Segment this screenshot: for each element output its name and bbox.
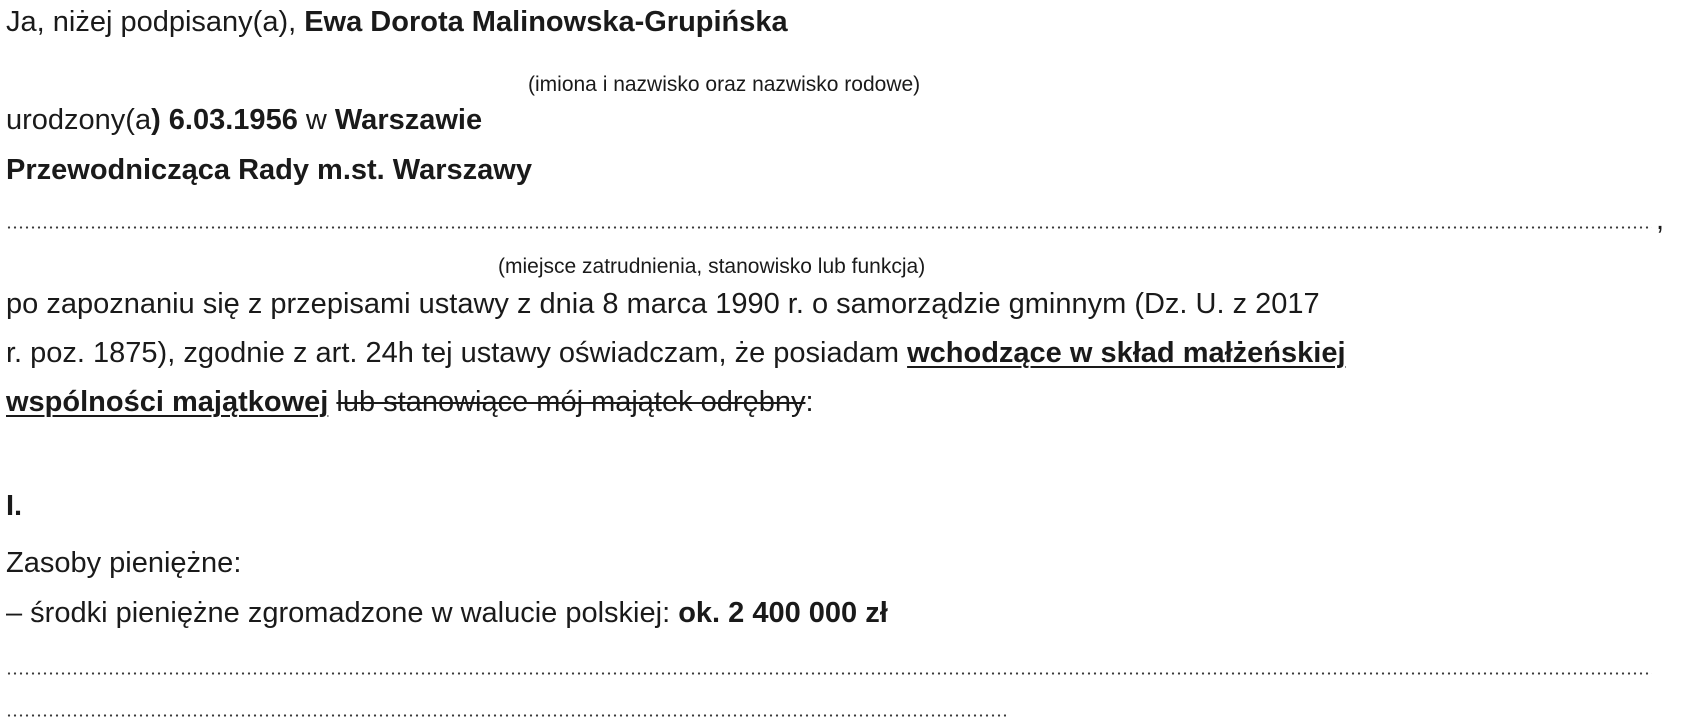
law-line-1: po zapoznaniu się z przepisami ustawy z dnia 8 marca 1990 r. o samorządzie gminnym (Dz. U. z 2017 xyxy=(6,288,1320,320)
born-place: Warszawie xyxy=(334,104,483,136)
law-line-3 xyxy=(6,384,814,420)
separate-property-struck: lub stanowiące mój majątek odrębny xyxy=(336,386,806,418)
section-title: Zasoby pieniężne: xyxy=(6,547,242,579)
funds-dotted-line-1 xyxy=(6,672,1652,675)
pln-funds-label: – środki pieniężne zgromadzone w walucie polskiej: xyxy=(6,597,679,629)
born-prefix: urodzony(a xyxy=(6,104,152,136)
employment-comma: , xyxy=(1656,204,1665,236)
employment-caption: (miejsce zatrudnienia, stanowisko lub funkcja) xyxy=(498,255,926,278)
name-caption: (imiona i nazwisko oraz nazwisko rodowe) xyxy=(528,73,921,96)
pln-funds-line xyxy=(6,595,888,631)
position-line xyxy=(6,152,532,188)
born-in: w xyxy=(297,104,335,136)
section-number xyxy=(6,488,22,524)
employment-dotted-line xyxy=(6,226,1652,229)
pln-funds-value: ok. 2 400 000 zł xyxy=(678,597,888,629)
birth-line xyxy=(6,102,482,138)
position-title: Przewodnicząca Rady m.st. Warszawy xyxy=(6,154,532,186)
law-line-2-prefix: r. poz. 1875), zgodnie z art. 24h tej ustawy oświadczam, że posiadam xyxy=(6,337,908,369)
joint-property-underlined: wspólności majątkowej xyxy=(6,386,329,418)
funds-dotted-line-2 xyxy=(6,714,1006,717)
intro-prefix: Ja, niżej podpisany(a), xyxy=(6,6,305,38)
marital-property-underlined: wchodzące w skład małżeńskiej xyxy=(907,337,1346,369)
law-line-3-suffix: : xyxy=(805,386,814,418)
born-date: ) 6.03.1956 xyxy=(151,104,298,136)
full-name: Ewa Dorota Malinowska-Grupińska xyxy=(304,6,788,38)
intro-line xyxy=(6,4,788,40)
section-1-number: I. xyxy=(6,490,23,522)
law-line-2 xyxy=(6,335,1346,371)
